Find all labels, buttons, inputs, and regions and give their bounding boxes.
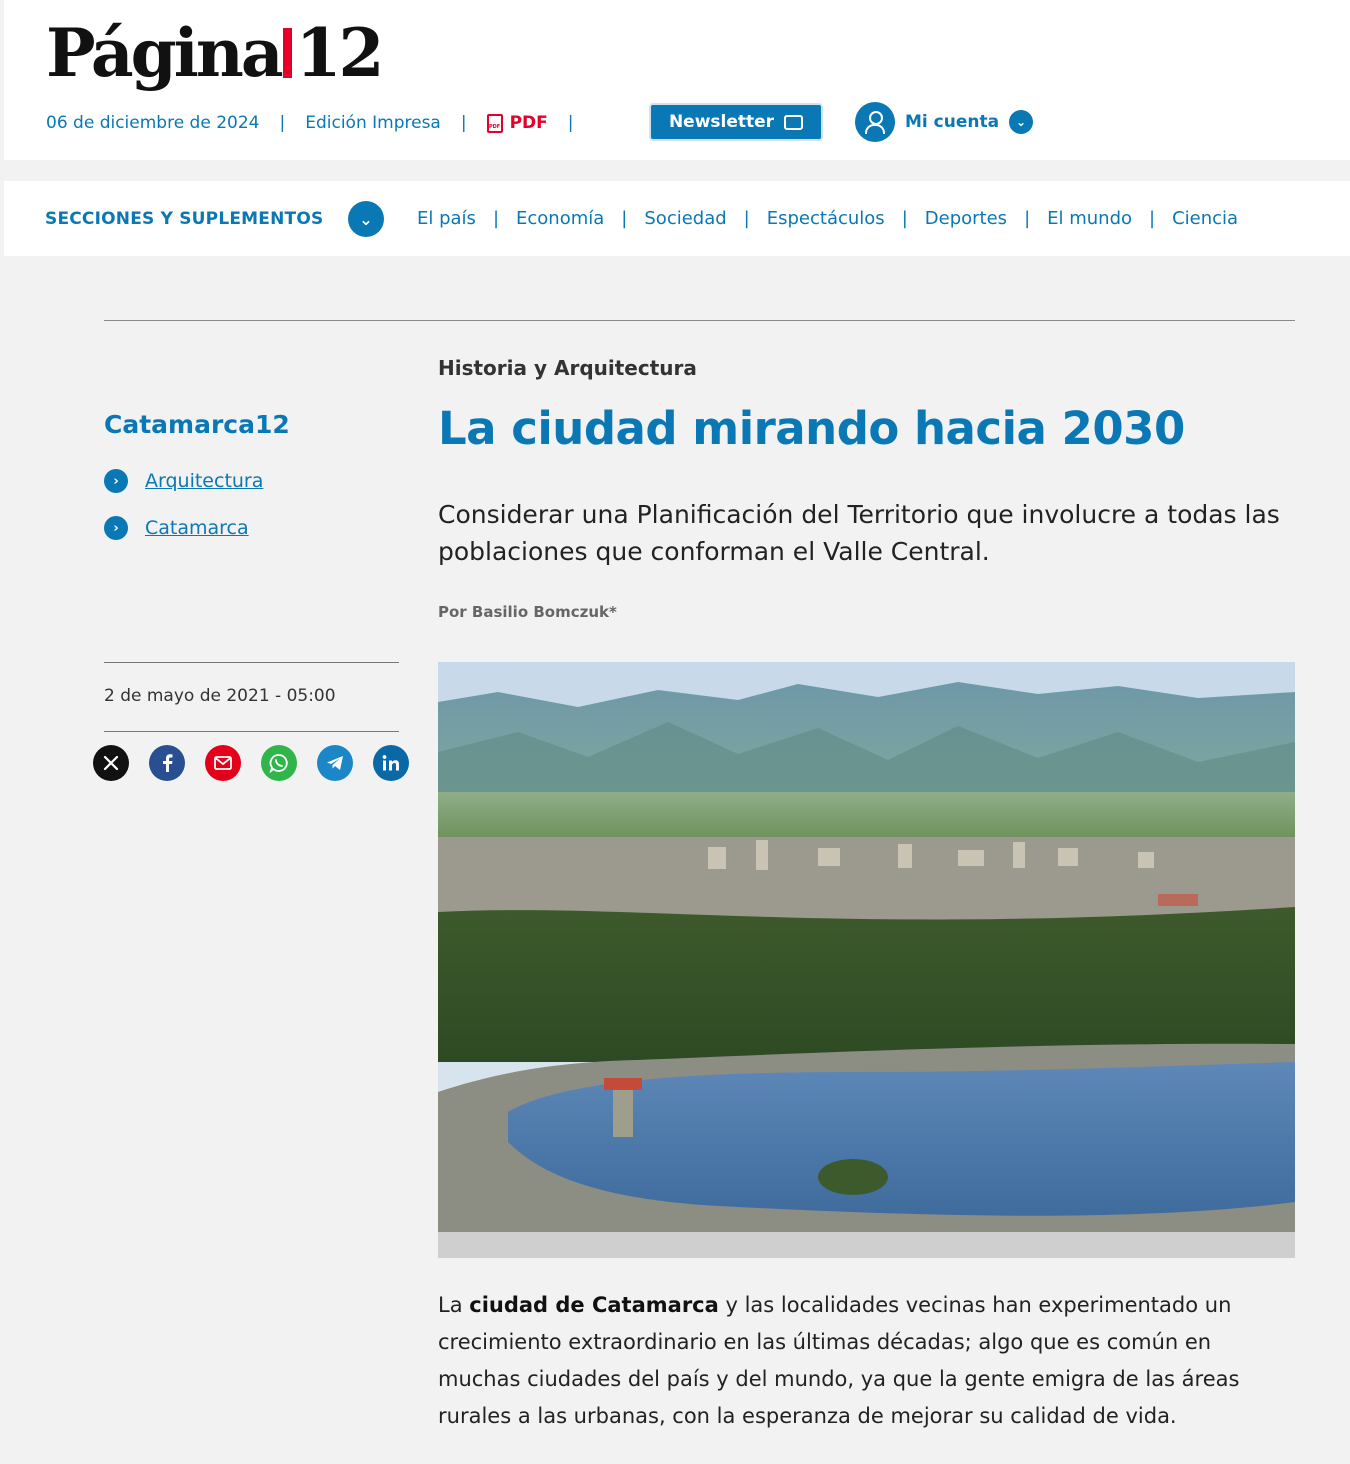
logo-bar — [283, 28, 292, 78]
section-title-link[interactable]: Catamarca12 — [104, 410, 290, 439]
separator: | — [1149, 208, 1156, 229]
x-icon[interactable] — [93, 745, 129, 781]
site-logo[interactable]: Página 12 — [46, 14, 382, 92]
nav-link-ciencia[interactable]: Ciencia — [1172, 208, 1239, 229]
separator: | — [567, 113, 574, 133]
article-hero-image[interactable] — [438, 662, 1295, 1232]
separator: | — [492, 208, 500, 229]
sections-label[interactable]: SECCIONES Y SUPLEMENTOS — [45, 208, 324, 229]
image-caption-bar — [438, 1232, 1295, 1258]
article-lead: Considerar una Planificación del Territorio que involucre a todas las poblaciones que conforman el Valle Central. — [438, 500, 1280, 566]
nav-link-espectaculos[interactable]: Espectáculos — [766, 208, 885, 229]
body-emphasis: ciudad de Catamarca — [469, 1293, 719, 1317]
nav-link-sociedad[interactable]: Sociedad — [644, 208, 727, 229]
article-body-paragraph: La ciudad de Catamarca y las localidades vecinas han experimentado un crecimiento extraordinario en las últimas décadas; algo que es común en muchas ciudades del país y del mundo, ya que la gente emigra de las áreas rurales a las urbanas, con la esperanza de mejorar su calidad de vida. — [438, 1293, 1240, 1428]
divider — [104, 320, 1295, 321]
separator: | — [901, 208, 908, 229]
chevron-right-icon: › — [104, 516, 128, 540]
article-title: La ciudad mirando hacia 2030 — [438, 402, 1185, 455]
tag-catamarca[interactable]: › Catamarca — [104, 516, 249, 540]
account-menu[interactable]: Mi cuenta ⌄ — [855, 101, 1033, 143]
newsletter-button[interactable]: Newsletter — [651, 105, 821, 139]
publish-date: 2 de mayo de 2021 - 05:00 — [104, 686, 336, 706]
city-landscape-image — [438, 662, 1295, 1232]
article-byline: Por Basilio Bomczuk* — [438, 603, 617, 621]
nav-link-economia[interactable]: Economía — [516, 208, 605, 229]
separator: | — [460, 113, 467, 133]
envelope-icon — [784, 115, 803, 130]
divider — [104, 731, 399, 732]
tag-arquitectura[interactable]: › Arquitectura — [104, 469, 263, 493]
separator: | — [1024, 208, 1031, 229]
user-icon — [855, 102, 895, 142]
nav-link-el-mundo[interactable]: El mundo — [1047, 208, 1133, 229]
pdf-icon: PDF — [487, 114, 503, 133]
separator: | — [621, 208, 628, 229]
nav-link-el-pais[interactable]: El país — [417, 208, 476, 229]
chevron-down-icon: ⌄ — [1009, 110, 1033, 134]
divider — [104, 662, 399, 663]
chevron-right-icon: › — [104, 469, 128, 493]
nav-links — [417, 181, 1238, 256]
separator: | — [279, 113, 286, 133]
section-nav — [4, 181, 1350, 256]
pdf-link[interactable]: PDF PDF — [487, 113, 548, 133]
linkedin-icon[interactable] — [373, 745, 409, 781]
telegram-icon[interactable] — [317, 745, 353, 781]
print-edition-link[interactable]: Edición Impresa — [305, 113, 441, 133]
article-kicker: Historia y Arquitectura — [438, 356, 697, 380]
share-buttons — [93, 745, 429, 781]
nav-link-deportes[interactable]: Deportes — [924, 208, 1008, 229]
sections-toggle-chevron-icon[interactable]: ⌄ — [348, 201, 384, 237]
whatsapp-icon[interactable] — [261, 745, 297, 781]
header-meta — [46, 108, 594, 138]
header-date: 06 de diciembre de 2024 — [46, 113, 260, 133]
facebook-icon[interactable] — [149, 745, 185, 781]
email-icon[interactable] — [205, 745, 241, 781]
site-header — [4, 0, 1350, 160]
separator: | — [743, 208, 750, 229]
